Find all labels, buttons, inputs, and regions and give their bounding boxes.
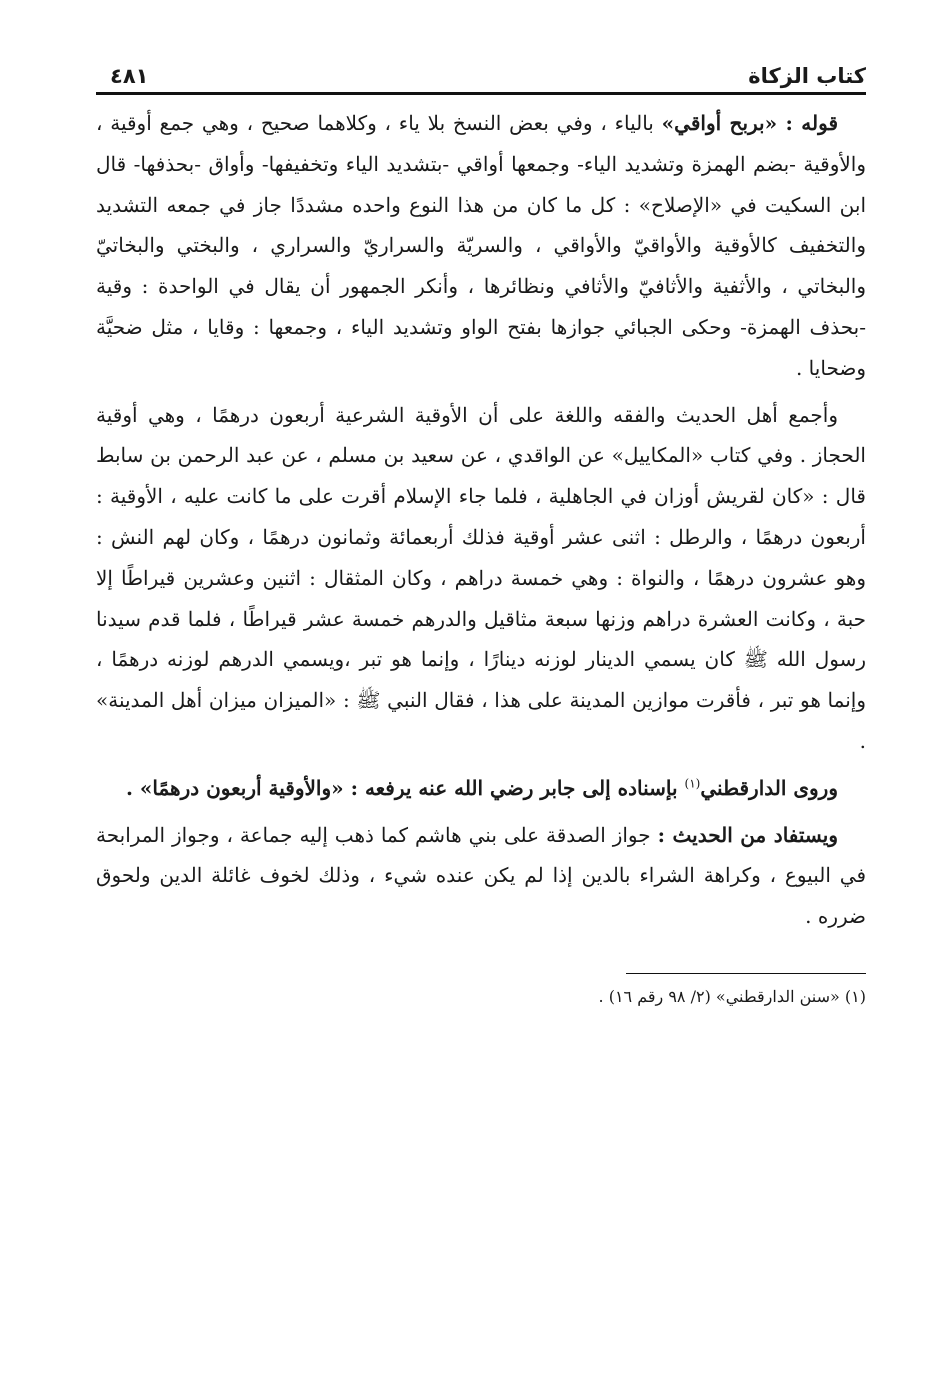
- paragraph-lead: قوله : «بربح أواقي»: [661, 111, 839, 135]
- paragraph-text: بالياء ، وفي بعض النسخ بلا ياء ، وكلاهما صحيح ، وهي جمع أوقية ، والأوقية -بضم الهمزة وتشديد الياء- وجمعها أواقي -بتشديد الياء وتخفيفها- وأواق -بحذفها- قال ابن السكيت في «الإصلاح» : كل ما كان من هذا النوع واحده مشددًا جاز في جمعه التشديد والتخفيف كالأوقية والأواقيّ والأواقي ، والسريّة والسراريّ والسراري ، والبختي والبخاتيّ والبخاتي ، والأثفية والأثافيّ والأثافي ونظائرها ، وأنكر الجمهور أن يقال في الواحدة : وقية -بحذف الهمزة- وحكى الجبائي جوازها بفتح الواو وتشديد الياء ، وجمعها : وقايا ، مثل ضحيَّة وضحايا .: [96, 111, 866, 380]
- paragraph-lead: وروى الدارقطني: [700, 775, 838, 800]
- paragraph-4: [96, 815, 866, 937]
- header-rule: [96, 92, 866, 95]
- book-page: [96, 36, 866, 1010]
- paragraph-text: «والأوقية أربعون درهمًا» .: [125, 775, 351, 800]
- paragraph-lead-continued: بإسناده إلى جابر رضي الله عنه يرفعه :: [350, 775, 685, 800]
- paragraph-text: وأجمع أهل الحديث والفقه واللغة على أن الأوقية الشرعية أربعون درهمًا ، وهي أوقية الحجاز . وفي كتاب «المكاييل» عن الواقدي ، عن سعيد بن مسلم ، عن عبد الرحمن بن سابط قال : «كان لقريش أوزان في الجاهلية ، فلما جاء الإسلام أقرت على ما كانت عليه ، الأوقية : أربعون درهمًا ، والرطل : اثنى عشر أوقية فذلك أربعمائة وثمانون درهمًا ، وكان لهم النش : وهو عشرون درهمًا ، والنواة : وهي خمسة دراهم ، وكان المثقال : اثنين وعشرين قيراطًا إلا حبة ، وكانت العشرة دراهم وزنها سبعة مثاقيل والدرهم خمسة عشر قيراطًا ، فلما قدم سيدنا رسول الله ﷺ كان يسمي الدينار لوزنه دينارًا ، وإنما هو تبر ،ويسمي الدرهم لوزنه درهمًا ، وإنما هو تبر ، فأقرت موازين المدينة على هذا ، فقال النبي ﷺ : «الميزان ميزان أهل المدينة» .: [96, 402, 866, 753]
- book-title: كتاب الزكاة: [748, 64, 866, 88]
- footnote-rule: [626, 973, 866, 974]
- paragraph-3: [96, 768, 866, 809]
- paragraph-1: [96, 103, 866, 389]
- paragraph-2: [96, 395, 866, 762]
- paragraph-text: جواز الصدقة على بني هاشم كما ذهب إليه جماعة ، وجواز المرابحة في البيوع ، وكراهة الشراء بالدين إذا لم يكن عنده شيء ، وذلك لخوف غائلة الدين ولحوق ضرره .: [96, 822, 866, 929]
- footnote-reference: (١): [684, 776, 701, 791]
- paragraph-lead: ويستفاد من الحديث :: [657, 822, 839, 847]
- body-text: [96, 103, 866, 937]
- page-number: ٤٨١: [110, 64, 149, 88]
- footnote: (١) «سنن الدارقطني» (٢/ ٩٨ رقم ١٦) .: [598, 986, 866, 1006]
- page-header: [96, 36, 866, 92]
